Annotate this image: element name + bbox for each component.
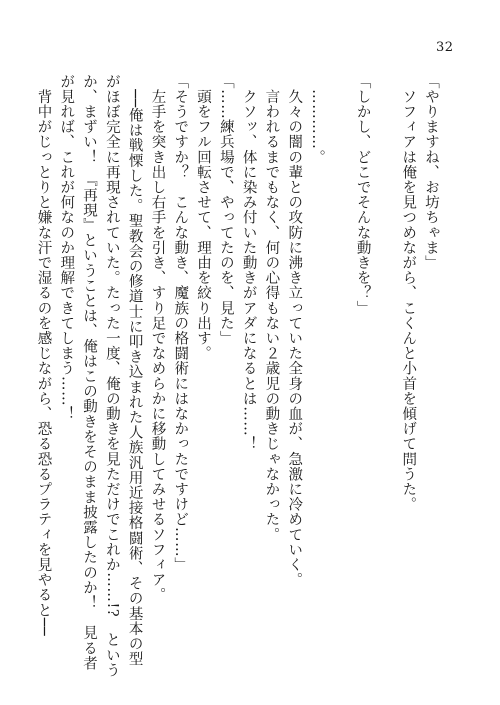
text-line: がほぼ完全に再現されていた。たった一度、俺の動きを見ただけでこれか……!? という [103, 74, 120, 678]
text-line: か、まずい！ 『再現』ということは、俺はこの動きをそのまま披露したのか！ 見る者 [81, 74, 98, 671]
text-line [374, 74, 397, 674]
text-line: が見れば、これが何なのか理解できてしまう……！ [58, 74, 75, 422]
text-line: 「しかし、どこでそんな動きを？」 [354, 74, 371, 316]
text-line: …………。 [309, 74, 326, 165]
text-line: 頭をフル回転させて、理由を絞り出す。 [195, 74, 212, 361]
text-line: 背中がじっとりと嫌な汗で湿るのを感じながら、恐る恐るプラティを見やると── [35, 74, 52, 637]
text-line: 久々の闇の輩との攻防に沸き立っていた全身の血が、急激に冷めていく。 [286, 74, 303, 588]
body-text [35, 74, 442, 678]
text-line: 「やりますね、お坊ちゃま」 [423, 74, 439, 271]
text-line: 言われるまでもなく、何の心得もない２歳児の動きじゃなかった。 [263, 74, 280, 543]
page-number: 32 [436, 40, 454, 55]
text-line: ソフィアは俺を見つめながら、こくんと小首を傾げて問うた。 [400, 74, 417, 512]
text-line: 左手を突き出し右手を引き、すり足でなめらかに移動してみせるソフィア。 [149, 74, 166, 603]
text-line: 「そうですか？ こんな動き、魔族の格闘術にはなかったですけど……」 [172, 74, 189, 573]
text-line: 「……練兵場で、やってたのを、見た」 [217, 74, 234, 346]
text-line: クソッ、体に染み付いた動きがアダになるとは……！ [240, 74, 257, 452]
text-line: ──俺は戦慄した。聖教会の修道士に叩き込まれた人族汎用近接格闘術、その基本の型 [126, 74, 143, 667]
text-line [328, 74, 351, 674]
